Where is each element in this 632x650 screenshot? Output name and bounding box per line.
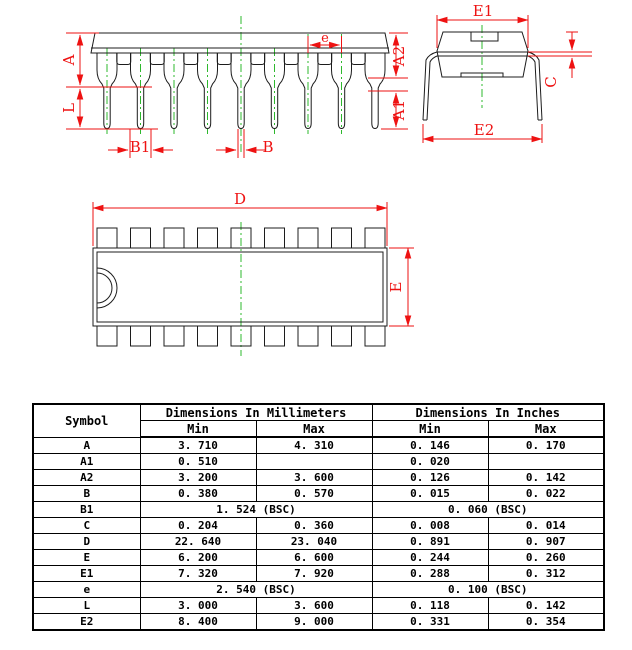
cell-in-max: 0. 142: [488, 598, 604, 614]
table-row-A1: [33, 454, 604, 470]
top-dimensions: [93, 202, 414, 326]
cell-in-min: 0. 020: [372, 454, 488, 470]
dim-label-B1: B1: [129, 138, 151, 156]
cell-in-max: 0. 170: [488, 437, 604, 454]
header-inch: Dimensions In Inches: [372, 404, 604, 421]
table-header-row-1: [33, 404, 604, 421]
cell-mm-max: 3. 600: [256, 598, 372, 614]
cell-in-max: 0. 907: [488, 534, 604, 550]
cell-mm-min: 3. 200: [140, 470, 256, 486]
cell-mm-max: 4. 310: [256, 437, 372, 454]
cell-mm-max: 0. 570: [256, 486, 372, 502]
cell-in-min: 0. 118: [372, 598, 488, 614]
dim-label-B: B: [262, 138, 274, 156]
cell-mm-min: 7. 320: [140, 566, 256, 582]
cell-symbol: A1: [33, 454, 140, 470]
cell-mm-min: 0. 380: [140, 486, 256, 502]
dimensions-table: [32, 403, 605, 631]
cell-symbol: A: [33, 437, 140, 454]
side-dimensions: [423, 15, 592, 143]
dim-label-E2: E2: [473, 121, 495, 139]
cell-in-min: 0. 126: [372, 470, 488, 486]
dim-label-A: A: [60, 54, 78, 66]
cell-in-max: 0. 260: [488, 550, 604, 566]
cell-symbol: L: [33, 598, 140, 614]
cell-in-max: [488, 454, 604, 470]
table-row-C: [33, 518, 604, 534]
cell-symbol: B1: [33, 502, 140, 518]
cell-mm-max: 6. 600: [256, 550, 372, 566]
cell-in-min: 0. 288: [372, 566, 488, 582]
front-centerlines: [107, 16, 342, 155]
cell-mm-span: 2. 540 (BSC): [140, 582, 372, 598]
cell-mm-min: 3. 710: [140, 437, 256, 454]
header-inch-min: Min: [372, 421, 488, 438]
table-row-E: [33, 550, 604, 566]
cell-mm-min: 0. 510: [140, 454, 256, 470]
cell-mm-max: [256, 454, 372, 470]
dim-label-A2: A2: [390, 45, 408, 67]
front-body: [91, 33, 389, 129]
cell-symbol: e: [33, 582, 140, 598]
cell-in-min: 0. 015: [372, 486, 488, 502]
cell-mm-max: 7. 920: [256, 566, 372, 582]
cell-mm-min: 6. 200: [140, 550, 256, 566]
dim-label-A1: A1: [390, 99, 408, 121]
cell-in-max: 0. 312: [488, 566, 604, 582]
header-mm: Dimensions In Millimeters: [140, 404, 372, 421]
top-body: [93, 228, 387, 346]
table-row-A2: [33, 470, 604, 486]
cell-symbol: B: [33, 486, 140, 502]
dim-label-L: L: [60, 103, 78, 113]
cell-symbol: D: [33, 534, 140, 550]
table-row-A: [33, 437, 604, 454]
cell-symbol: C: [33, 518, 140, 534]
cell-mm-min: 8. 400: [140, 614, 256, 631]
cell-in-max: 0. 354: [488, 614, 604, 631]
cell-in-span: 0. 100 (BSC): [372, 582, 604, 598]
cell-mm-max: 3. 600: [256, 470, 372, 486]
cell-in-min: 0. 244: [372, 550, 488, 566]
cell-mm-max: 9. 000: [256, 614, 372, 631]
side-view: [423, 2, 592, 143]
dim-label-E1: E1: [472, 2, 494, 20]
cell-mm-min: 3. 000: [140, 598, 256, 614]
table-row-B1: [33, 502, 604, 518]
table-row-D: [33, 534, 604, 550]
cell-in-min: 0. 008: [372, 518, 488, 534]
cell-in-min: 0. 331: [372, 614, 488, 631]
cell-mm-max: 23. 040: [256, 534, 372, 550]
cell-in-span: 0. 060 (BSC): [372, 502, 604, 518]
cell-in-max: 0. 022: [488, 486, 604, 502]
front-dimensions: [66, 33, 408, 158]
table-row-E2: [33, 614, 604, 631]
table-row-B: [33, 486, 604, 502]
dim-label-E: E: [387, 281, 405, 293]
dim-label-e: e: [321, 31, 329, 46]
cell-mm-min: 22. 640: [140, 534, 256, 550]
table-row-E1: [33, 566, 604, 582]
table-row-L: [33, 598, 604, 614]
cell-in-max: 0. 014: [488, 518, 604, 534]
cell-in-min: 0. 146: [372, 437, 488, 454]
pin1-notch: [97, 268, 117, 308]
header-symbol: Symbol: [33, 404, 140, 437]
header-mm-min: Min: [140, 421, 256, 438]
cell-mm-min: 0. 204: [140, 518, 256, 534]
cell-symbol: A2: [33, 470, 140, 486]
front-view: [60, 16, 408, 158]
cell-symbol: E2: [33, 614, 140, 631]
header-mm-max: Max: [256, 421, 372, 438]
dim-label-D: D: [233, 190, 247, 208]
cell-symbol: E1: [33, 566, 140, 582]
cell-in-max: 0. 142: [488, 470, 604, 486]
cell-in-min: 0. 891: [372, 534, 488, 550]
cell-symbol: E: [33, 550, 140, 566]
cell-mm-max: 0. 360: [256, 518, 372, 534]
dim-label-C: C: [542, 76, 560, 88]
header-inch-max: Max: [488, 421, 604, 438]
table-row-e: [33, 582, 604, 598]
top-view: [93, 190, 414, 356]
cell-mm-span: 1. 524 (BSC): [140, 502, 372, 518]
